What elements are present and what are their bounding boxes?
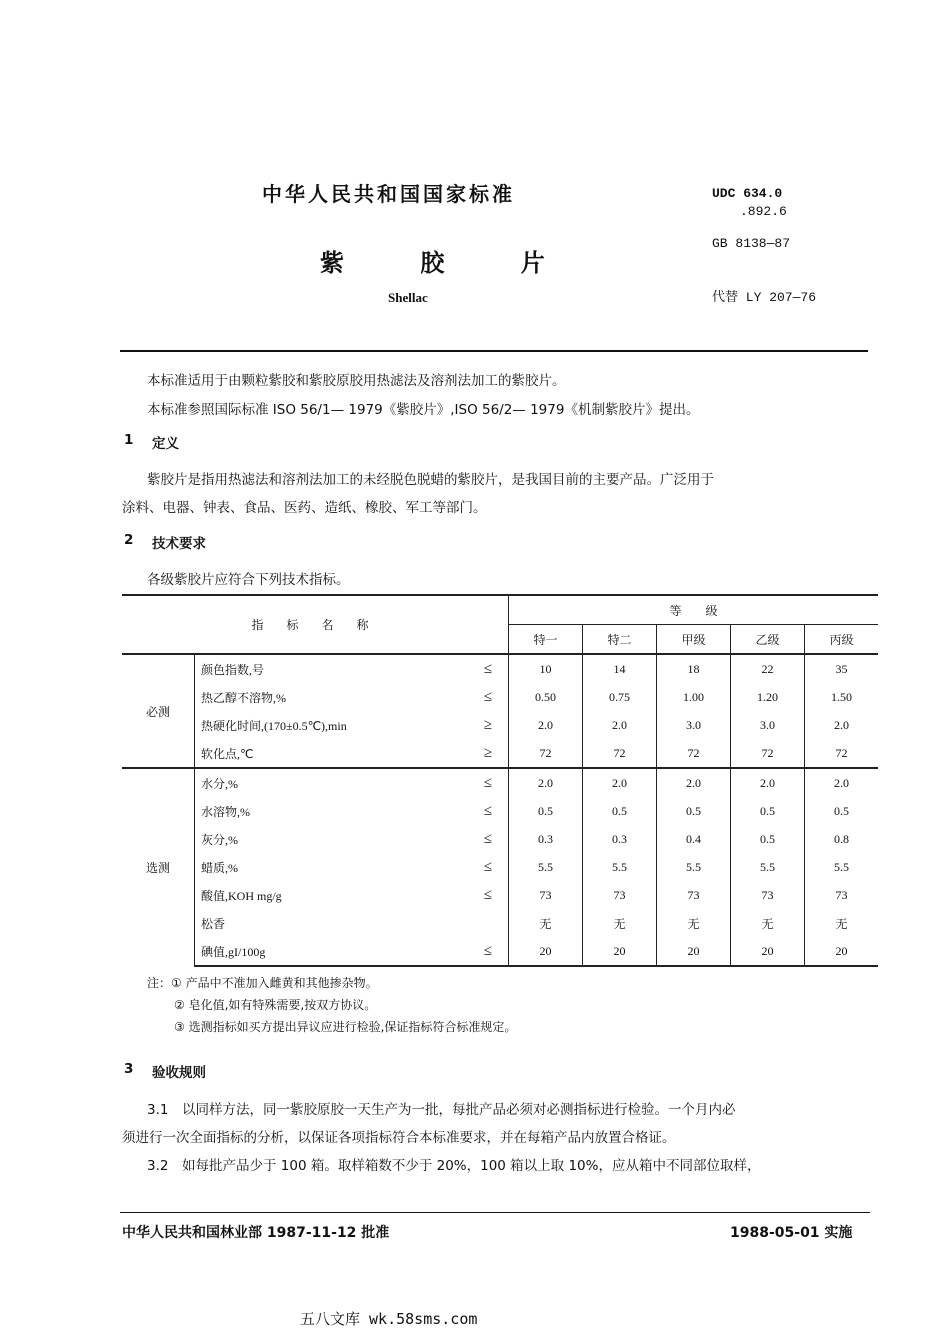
comparison-sign: ≤ [468,937,509,966]
header-rule [120,350,868,352]
table-row [122,797,878,825]
indicator-name: 碘值,gI/100g [195,937,469,966]
english-title: Shellac [388,290,428,305]
grade-value: 35 [805,654,879,683]
group-label: 必测 [145,704,170,719]
grade-value: 1.00 [657,683,731,711]
grade-value: 无 [657,909,731,937]
grade-value: 73 [805,881,879,909]
grade-value: 1.50 [805,683,879,711]
grade-value: 72 [805,739,879,768]
grade-value: 20 [805,937,879,966]
grade-column-header: 特二 [583,625,657,655]
intro-line: 本标准适用于由颗粒紫胶和紫胶原胶用热滤法及溶剂法加工的紫胶片。 [147,373,566,389]
grade-value: 无 [583,909,657,937]
grade-value: 73 [657,881,731,909]
section-2-title: 技术要求 [152,536,206,552]
table-row [122,937,878,966]
approval-line: 中华人民共和国林业部 1987-11-12 批准 [122,1225,390,1241]
grade-value: 73 [731,881,805,909]
comparison-sign: ≥ [483,744,493,761]
table-row [122,768,878,797]
section-1-title: 定义 [152,436,179,452]
grade-value: 72 [731,739,805,768]
table-row [122,654,878,683]
grade-value: 0.3 [509,825,583,853]
group-label: 选测 [145,861,170,875]
grade-value: 2.0 [583,711,657,739]
grade-value: 20 [731,937,805,966]
table-row [122,683,878,711]
section-3-text: 须进行一次全面指标的分析，以保证各项指标符合本标准要求，并在每箱产品内放置合格证。 [122,1130,676,1146]
grade-value: 0.8 [805,825,879,853]
udc-code-2: .892.6 [740,204,787,219]
comparison-sign [468,909,509,937]
grade-value: 0.3 [583,825,657,853]
comparison-sign: ≤ [483,660,493,677]
table-row [122,825,878,853]
udc-code: UDC 634.0 [712,186,783,201]
section-2-lead: 各级紫胶片应符合下列技术指标。 [147,572,350,588]
comparison-sign: ≤ [483,830,493,847]
indicator-name: 水溶物,% [195,797,469,825]
grade-value: 2.0 [509,711,583,739]
comparison-sign: ≤ [483,858,493,875]
grade-value: 3.0 [731,711,805,739]
grade-value: 无 [731,909,805,937]
grade-column-header: 甲级 [657,625,731,655]
intro-line: 本标准参照国际标准 ISO 56/1— 1979《紫胶片》,ISO 56/2— 1979《机制紫胶片》提出。 [147,402,700,418]
section-3-text: 3.2 如每批产品少于 100 箱。取样箱数不少于 20%，100 箱以上取 10%，应从箱中不同部位取样， [147,1158,761,1174]
section-3-title: 验收规则 [152,1065,206,1081]
note: ② 皂化值,如有特殊需要,按双方协议。 [174,998,377,1012]
indicator-name: 灰分,% [195,825,469,853]
grade-value: 0.5 [731,797,805,825]
note: ③ 选测指标如买方提出异议应进行检验,保证指标符合标准规定。 [174,1020,517,1034]
grade-value: 2.0 [731,768,805,797]
indicator-name: 水分,% [195,768,469,797]
grade-value: 22 [731,654,805,683]
grade-value: 14 [583,654,657,683]
comparison-sign: ≤ [483,802,493,819]
grade-value: 0.50 [509,683,583,711]
table-row [122,853,878,881]
comparison-sign: ≤ [483,688,493,705]
table-row [122,881,878,909]
section-3-text: 3.1 以同样方法，同一紫胶原胶一天生产为一批，每批产品必须对必测指标进行检验。一个月内必 [147,1102,736,1118]
table-row [122,909,878,937]
name-header: 指 标 名 称 [122,595,509,654]
grade-header: 等 级 [509,595,879,625]
grade-value: 2.0 [805,768,879,797]
gb-code: GB 8138—87 [712,236,791,251]
grade-value: 2.0 [805,711,879,739]
effective-date: 1988-05-01 实施 [730,1225,853,1241]
grade-value: 72 [583,739,657,768]
note: 注：① 产品中不准加入雌黄和其他掺杂物。 [147,976,378,990]
grade-value: 无 [509,909,583,937]
indicator-name: 蜡质,% [195,853,469,881]
indicator-name: 松香 [195,909,469,937]
grade-value: 3.0 [657,711,731,739]
grade-value: 无 [805,909,879,937]
comparison-sign: ≤ [483,774,493,791]
grade-value: 5.5 [657,853,731,881]
grade-value: 5.5 [583,853,657,881]
grade-column-header: 乙级 [731,625,805,655]
grade-value: 0.4 [657,825,731,853]
grade-value: 2.0 [657,768,731,797]
grade-value: 73 [509,881,583,909]
grade-value: 5.5 [731,853,805,881]
indicator-name: 酸值,KOH mg/g [195,881,469,909]
grade-column-header: 丙级 [805,625,879,655]
indicator-name: 热硬化时间,(170±0.5℃),min [195,711,469,739]
table-row [122,739,878,768]
grade-value: 5.5 [509,853,583,881]
grade-value: 20 [657,937,731,966]
watermark: 五八文库 wk.58sms.com [300,1310,478,1328]
grade-value: 0.5 [509,797,583,825]
grade-column-header: 特一 [509,625,583,655]
footer-rule [120,1212,870,1213]
grade-value: 1.20 [731,683,805,711]
grade-value: 2.0 [583,768,657,797]
grade-value: 18 [657,654,731,683]
document-title: 紫 胶 片 [320,249,579,277]
grade-value: 5.5 [805,853,879,881]
replaces-code: 代替 LY 207—76 [712,290,817,305]
section-1-number: 1 [124,432,134,448]
section-1-text: 紫胶片是指用热滤法和溶剂法加工的未经脱色脱蜡的紫胶片，是我国目前的主要产品。广泛用于 [147,472,714,488]
indicator-name: 软化点,℃ [195,739,469,768]
grade-value: 20 [509,937,583,966]
grade-value: 72 [509,739,583,768]
grade-value: 2.0 [509,768,583,797]
grade-value: 0.5 [805,797,879,825]
grade-value: 0.5 [731,825,805,853]
grade-value: 0.5 [583,797,657,825]
indicator-name: 热乙醇不溶物,% [195,683,469,711]
grade-value: 73 [583,881,657,909]
section-3-number: 3 [124,1061,134,1077]
grade-value: 72 [657,739,731,768]
comparison-sign: ≥ [483,716,493,733]
national-standard-heading: 中华人民共和国国家标准 [262,182,515,206]
grade-value: 0.75 [583,683,657,711]
grade-value: 0.5 [657,797,731,825]
comparison-sign: ≤ [483,886,493,903]
section-2-number: 2 [124,532,134,548]
specification-table [122,594,878,967]
grade-value: 10 [509,654,583,683]
section-1-text: 涂料、电器、钟表、食品、医药、造纸、橡胶、军工等部门。 [122,500,487,516]
table-row [122,711,878,739]
grade-value: 20 [583,937,657,966]
indicator-name: 颜色指数,号 [195,654,469,683]
